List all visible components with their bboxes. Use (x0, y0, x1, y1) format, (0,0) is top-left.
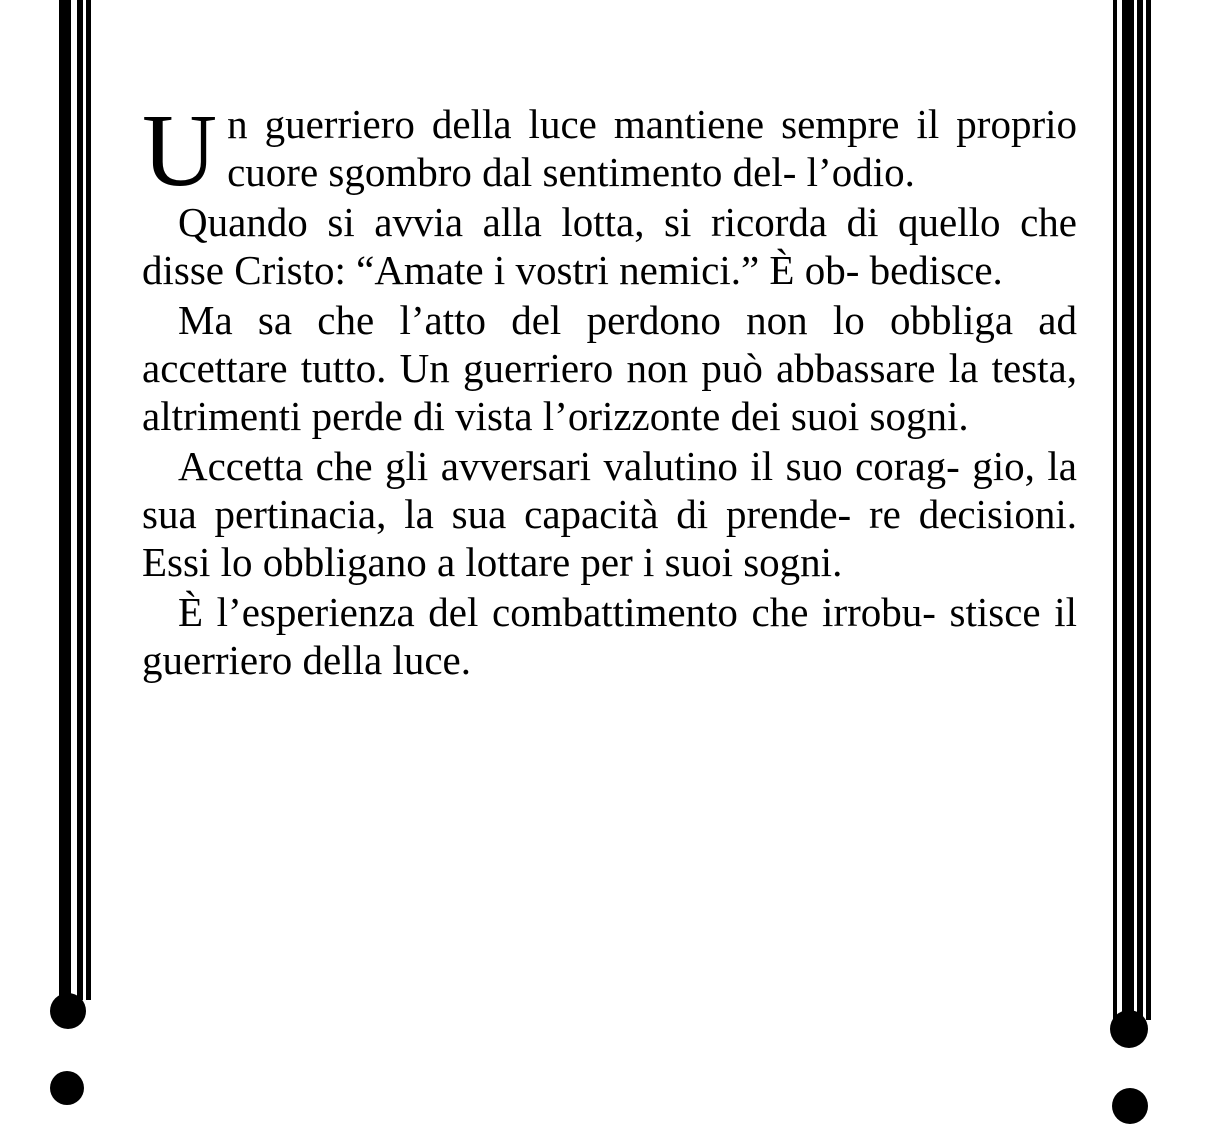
paragraph-1 (142, 93, 1077, 208)
left-border-ornament-dot (50, 1071, 84, 1105)
page-body-text (142, 93, 1077, 686)
right-border-ornament-dot (1112, 1088, 1148, 1124)
paragraph-1-text: n guerriero della luce mantiene sempre il proprio cuore sgombro dal sentimento del- l’odio. (227, 101, 1077, 195)
paragraph-4: Accetta che gli avversari valutino il suo corag- gio, la sua pertinacia, la sua capacità di prende- re decisioni. Essi lo obbligano a lottare per i suoi sogni. (142, 443, 1077, 585)
left-border-terminal-dot (50, 993, 86, 1029)
drop-cap: U (142, 93, 218, 208)
paragraph-2: Quando si avvia alla lotta, si ricorda di quello che disse Cristo: “Amate i vostri nemici.” È ob- bedisce. (142, 199, 1077, 293)
right-border-rule-outer (1146, 0, 1151, 1020)
right-border-rule-inner (1113, 0, 1117, 1020)
right-border-rule-thick (1122, 0, 1134, 1020)
left-border-rule-thin (77, 0, 83, 1000)
left-border-rule-thick (59, 0, 71, 1000)
right-border-rule-thin (1137, 0, 1143, 1020)
paragraph-5: È l’esperienza del combattimento che irrobu- stisce il guerriero della luce. (142, 589, 1077, 683)
left-border-rule-outer (86, 0, 91, 1000)
paragraph-3: Ma sa che l’atto del perdono non lo obbliga ad accettare tutto. Un guerriero non può abbassare la testa, altrimenti perde di vista l’orizzonte dei suoi sogni. (142, 297, 1077, 439)
right-border-terminal-dot (1110, 1010, 1148, 1048)
